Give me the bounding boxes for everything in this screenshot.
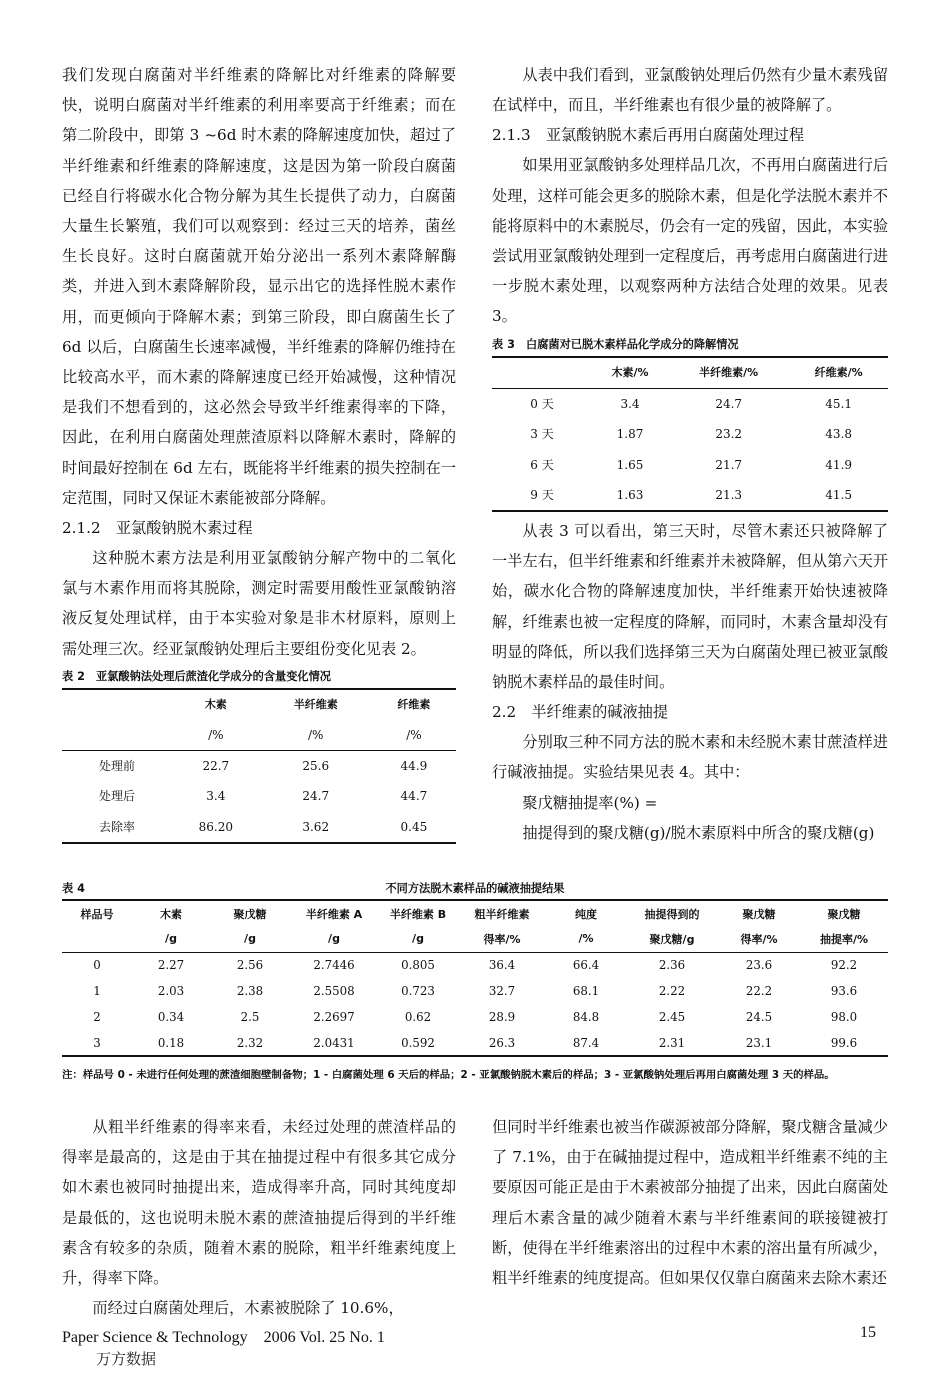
page-number: 15 (860, 1324, 876, 1341)
table-row: 6 天 1.65 21.7 41.9 (492, 450, 888, 480)
table4-cell: 0.592 (401, 1035, 435, 1050)
table-row (62, 952, 888, 978)
table4-header: 粗半纤维素 (474, 907, 530, 921)
table-row (62, 978, 888, 1004)
row-label: 去除率 (98, 819, 135, 834)
table4-cell: 23.1 (745, 1035, 773, 1050)
table4-cell: 28.9 (488, 1010, 516, 1024)
table4-header: 聚戊糖 (233, 907, 267, 921)
table4-cell: 87.4 (572, 1035, 600, 1050)
table4-title: 不同方法脱木素样品的碱液抽提结果 (385, 882, 565, 895)
row-label: 3 天 (530, 427, 554, 442)
right-column (492, 60, 888, 848)
table4 (62, 899, 888, 1057)
paragraph: 从表中我们看到，亚氯酸钠处理后仍然有少量木素残留在试样中，而且，半纤维素也有很少量的被降解了。 (492, 66, 888, 115)
table3 (492, 356, 888, 512)
table2-header: 半纤维素 (293, 697, 338, 711)
table4-header: 抽提得到的 (644, 907, 700, 921)
table4-header: 聚戊糖 (742, 907, 776, 921)
table2-header: 纤维素 (397, 697, 431, 711)
table2-unit: /% (208, 728, 224, 743)
table4-cell: 2.32 (236, 1035, 264, 1050)
section-heading-2-2: 2.2 半纤维素的碱液抽提 (492, 703, 669, 722)
table4-cell: 3 (93, 1035, 101, 1050)
table4-cell: 2.22 (658, 984, 686, 998)
table4-cell: 0.723 (401, 984, 435, 998)
table4-cell: 0.34 (157, 1010, 185, 1024)
journal-info: Paper Science & Technology 2006 Vol. 25 No. 1 (62, 1329, 385, 1346)
table4-header-unit: 抽提率/% (819, 932, 869, 946)
table2 (62, 688, 456, 844)
table4-header-unit: /g (412, 932, 424, 946)
paragraph: 而经过白腐菌处理后，木素被脱除了 10.6%， (92, 1299, 404, 1318)
right-column-bottom (492, 1112, 888, 1293)
table4-header: 半纤维素 A (305, 907, 363, 921)
table-row: 处理后 3.4 24.7 44.7 (62, 781, 456, 811)
table4-note: 注：样品号 0 - 未进行任何处理的蔗渣细胞壁制备物；1 - 白腐菌处理 6 天后的样品；2 - 亚氯酸钠脱木素后的样品；3 - 亚氯酸钠处理后再用白腐菌处理 3 天的样品。 (62, 1069, 835, 1081)
table4-header-unit: 得率/% (483, 932, 521, 946)
row-label: 6 天 (530, 457, 554, 472)
paragraph: 这种脱木素方法是利用亚氯酸钠分解产物中的二氧化氯与木素作用而将其脱除，测定时需要用酸性亚氯酸钠溶液反复处理试样，由于本实验对象是非木材原料，原则上需处理三次。经亚氯酸钠处理后主要组份变化见表 2。 (62, 549, 456, 658)
table4-cell: 22.2 (745, 984, 773, 998)
table4-header: 木素 (160, 907, 182, 921)
table4-header-unit: 得率/% (740, 932, 778, 946)
table4-cell: 68.1 (572, 984, 600, 998)
table4-cell: 2.5 (240, 1010, 260, 1024)
table-row: 0 天 3.4 24.7 45.1 (492, 389, 888, 420)
table4-cell: 2.31 (658, 1035, 686, 1050)
table4-cell: 1 (93, 984, 101, 998)
paragraph: 我们发现白腐菌对半纤维素的降解比对纤维素的降解要快，说明白腐菌对半纤维素的利用率要高于纤维素；而在第二阶段中，即第 3 ~6d 时木素的降解速度加快，超过了半纤维素和纤维素的降解速度，这是因为第一阶段白腐菌已经自行将碳水化合物分解为其生长提供了动力，白腐菌大量生长繁殖，我们可以观察到：经过三天的培养，菌丝生长良好。这时白腐菌就开始分泌出一系列木素降解酶类，并进入到木素降解阶段，显示出它的选择性脱木素作用，而更倾向于降解木素；到第三阶段，即白腐菌生长了 6d 以后，白腐菌生长速率减慢，半纤维素的降解仍维持在比较高水平，而木素的降解速度已经开始减慢，这种情况是我们不想看到的，这必然会导致半纤维素得率的下降，因此，在利用白腐菌处理蔗渣原料以降解木素时，降解的时间最好控制在 6d 左右，既能将半纤维素的损失控制在一定范围，同时又保证木素能被部分降解。 (62, 66, 456, 507)
table4-cell: 66.4 (572, 958, 600, 973)
row-label: 处理后 (98, 789, 135, 804)
table4-cell: 93.6 (830, 984, 858, 998)
paragraph: 从表 3 可以看出，第三天时，尽管木素还只被降解了一半左右，但半纤维素和纤维素并未被降解，但从第六天开始，碳水化合物的降解速度加快，半纤维素开始快速被降解，纤维素也被一定程度的降解，而同时，木素含量却没有明显的降低，所以我们选择第三天为白腐菌处理已被亚氯酸钠脱木素样品的最佳时间。 (492, 521, 888, 691)
table4-cell: 24.5 (745, 1010, 773, 1024)
table2-caption: 表 2 亚氯酸钠法处理后蔗渣化学成分的含量变化情况 (62, 669, 331, 683)
table4-cell: 36.4 (488, 958, 516, 973)
row-label: 9 天 (530, 487, 554, 502)
table4-block (62, 879, 888, 1057)
watermark: 万方数据 (96, 1350, 157, 1368)
table4-cell: 26.3 (488, 1035, 516, 1050)
table4-cell: 84.8 (572, 1010, 600, 1024)
table4-header: 半纤维素 B (389, 907, 447, 921)
formula-label: 聚戊糖抽提率(%) = (522, 793, 658, 812)
table-row: 处理前 22.7 25.6 44.9 (62, 751, 456, 782)
paragraph: 从粗半纤维素的得率来看，未经过处理的蔗渣样品的得率是最高的，这是由于其在抽提过程中有很多其它成分如木素也被同时抽提出来，造成得率升高，同时其纯度却是最低的，这也说明未脱木素的蔗渣抽提后得到的半纤维素含有较多的杂质，随着木素的脱除，粗半纤维素纯度上升，得率下降。 (62, 1118, 456, 1288)
table4-cell: 2.03 (157, 984, 185, 998)
table4-cell: 0.62 (404, 1010, 432, 1024)
table4-header: 样品号 (80, 907, 114, 921)
table-row: 9 天 1.63 21.3 41.5 (492, 480, 888, 511)
left-column (62, 60, 456, 844)
table4-header: 聚戊糖 (827, 907, 861, 921)
table4-cell: 2.0431 (313, 1035, 355, 1050)
table2-unit: /% (308, 728, 324, 743)
paragraph: 但同时半纤维素也被当作碳源被部分降解，聚戊糖含量减少了 7.1%，由于在碱抽提过程中，造成粗半纤维素不纯的主要原因可能正是由于木素被部分抽提了出来，因此白腐菌处理后木素含量的减少随着木素与半纤维素间的联接键被打断，使得在半纤维素溶出的过程中木素的溶出量有所减少，粗半纤维素的纯度提高。但如果仅仅靠白腐菌来去除木素还 (492, 1118, 888, 1288)
table4-cell: 92.2 (830, 958, 858, 973)
table4-cell: 32.7 (488, 984, 516, 998)
table4-label: 表 4 (62, 882, 85, 895)
table4-header: 纯度 (575, 907, 597, 921)
table-row (62, 1004, 888, 1030)
table4-cell: 2.56 (236, 958, 264, 973)
table4-cell: 2.5508 (313, 984, 355, 998)
table4-header-unit: /g (165, 932, 177, 946)
table4-header-unit: /g (328, 932, 340, 946)
table3-header: 木素/% (611, 365, 649, 379)
paragraph: 如果用亚氯酸钠多处理样品几次，不再用白腐菌进行后处理，这样可能会更多的脱除木素，但是化学法脱木素并不能将原料中的木素脱尽，仍会有一定的残留，因此，本实验尝试用亚氯酸钠处理到一定程度后，再考虑用白腐菌进行进一步脱木素处理，以观察两种方法结合处理的效果。见表 3。 (492, 156, 888, 326)
table4-header-unit: /g (244, 932, 256, 946)
table4-header-unit (62, 926, 132, 952)
table4-cell: 2.27 (157, 958, 185, 973)
table4-cell: 0 (93, 958, 101, 973)
page-footer (62, 1324, 888, 1347)
table4-header-unit: /% (578, 932, 594, 946)
paragraph: 分别取三种不同方法的脱木素和未经脱木素甘蔗渣样进行碱液抽提。实验结果见表 4。其中： (492, 733, 888, 782)
table3-caption: 表 3 白腐菌对已脱木素样品化学成分的降解情况 (492, 337, 739, 351)
table4-cell: 99.6 (830, 1035, 858, 1050)
table4-cell: 2.38 (236, 984, 264, 998)
table4-cell: 0.805 (401, 958, 435, 973)
table2-header: 木素 (204, 697, 227, 711)
table4-cell: 2.2697 (313, 1010, 355, 1024)
table-row: 3 天 1.87 23.2 43.8 (492, 419, 888, 449)
section-heading-2-1-2: 2.1.2 亚氯酸钠脱木素过程 (62, 519, 253, 538)
row-label: 0 天 (530, 397, 554, 412)
table3-header: 半纤维素/% (699, 365, 759, 379)
formula-definition: 抽提得到的聚戊糖(g)/脱木素原料中所含的聚戊糖(g) (522, 823, 875, 842)
table4-cell: 2.45 (658, 1010, 686, 1024)
table4-header-unit: 聚戊糖/g (649, 932, 695, 946)
table2-unit: /% (406, 728, 422, 743)
table4-cell: 0.18 (157, 1035, 185, 1050)
table4-cell: 2.36 (658, 958, 686, 973)
table4-cell: 2 (93, 1010, 101, 1024)
left-column-bottom (62, 1112, 456, 1323)
table4-cell: 98.0 (830, 1010, 858, 1024)
table-row: 去除率 86.20 3.62 0.45 (62, 812, 456, 843)
section-heading-2-1-3: 2.1.3 亚氯酸钠脱木素后再用白腐菌处理过程 (492, 126, 805, 145)
table-row (62, 1030, 888, 1056)
table4-cell: 2.7446 (313, 958, 355, 973)
table3-header: 纤维素/% (814, 365, 863, 379)
table4-cell: 23.6 (745, 958, 773, 973)
row-label: 处理前 (98, 759, 135, 774)
